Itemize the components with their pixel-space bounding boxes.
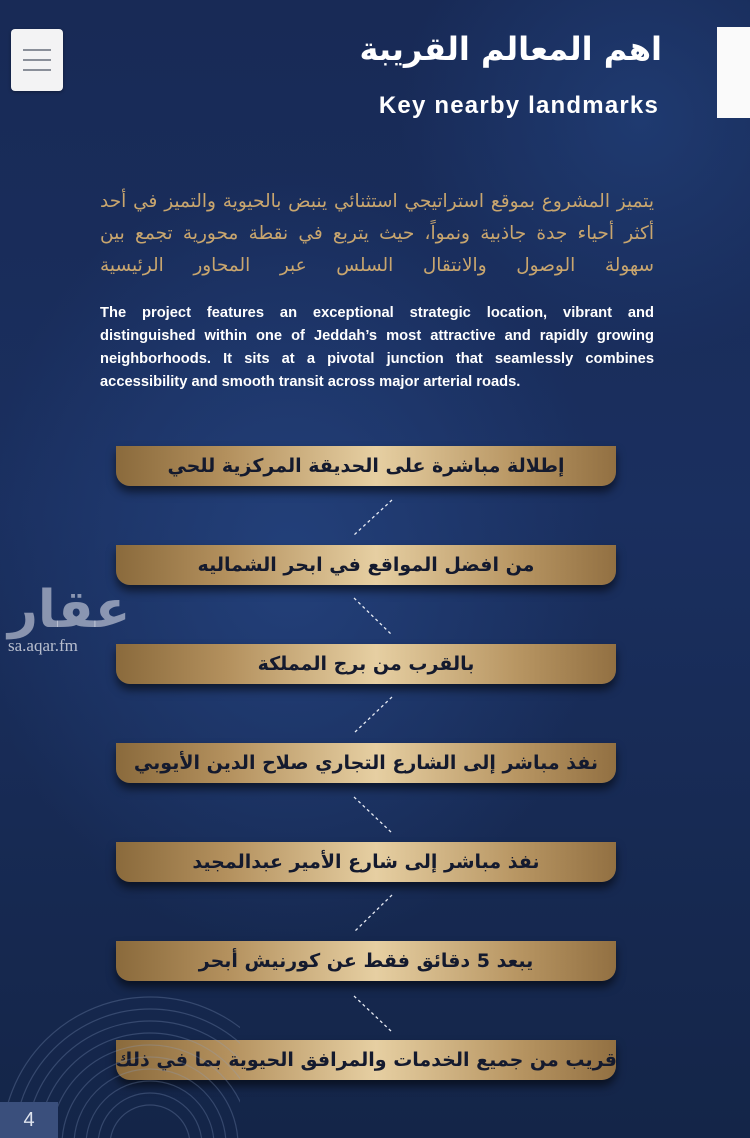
connector-line-3: [354, 697, 392, 733]
landmark-item: [116, 446, 616, 486]
intro-paragraph-english: The project features an exceptional strategic location, vibrant and distinguished within one of Jeddah’s most attractive and rapidly growing neighborhoods. It sits at a pivotal junction that seamlessly combines accessibility and smooth transit across major arterial roads.: [100, 305, 654, 390]
aqar-watermark: [8, 582, 130, 656]
page-title-english: Key nearby landmarks: [378, 92, 659, 119]
connector-line-5: [354, 895, 392, 932]
watermark-url: sa.aqar.fm: [8, 636, 78, 655]
landmark-item: [116, 644, 616, 684]
connector-line-4: [354, 797, 392, 833]
page-number: 4: [0, 1102, 58, 1138]
page-title-arabic: اهم المعالم القريبة: [359, 30, 662, 68]
intro-paragraph-arabic: يتميز المشروع بموقع استراتيجي استثنائي ينبض بالحيوية والتميز في أحد أكثر أحياء جدة جاذبية ونمواً، حيث يتربع في نقطة محورية تجمع بين سهولة الوصول والانتقال السلس عبر المحاور الرئيسية: [100, 191, 654, 276]
landmark-label: إطلالة مباشرة على الحديقة المركزية للحي: [167, 455, 565, 477]
landmark-label: قريب من جميع الخدمات والمرافق الحيوية بما في ذلك: [115, 1049, 617, 1071]
landmark-item: [116, 545, 616, 585]
connector-line-1: [354, 500, 392, 535]
landmark-label: نفذ مباشر إلى شارع الأمير عبدالمجيد: [192, 851, 540, 873]
landmark-item: [116, 842, 616, 882]
landmark-item: [116, 743, 616, 783]
landmark-label: نفذ مباشر إلى الشارع التجاري صلاح الدين الأيوبي: [133, 752, 599, 774]
landmark-label: يبعد 5 دقائق فقط عن كورنيش أبحر: [198, 950, 534, 972]
connector-line-6: [354, 996, 392, 1032]
landmark-label: من افضل المواقع في ابحر الشماليه: [197, 554, 535, 576]
connector-line-2: [354, 598, 392, 635]
watermark-logo: عقار: [8, 580, 131, 640]
landmark-label: بالقرب من برج المملكة: [257, 653, 475, 675]
